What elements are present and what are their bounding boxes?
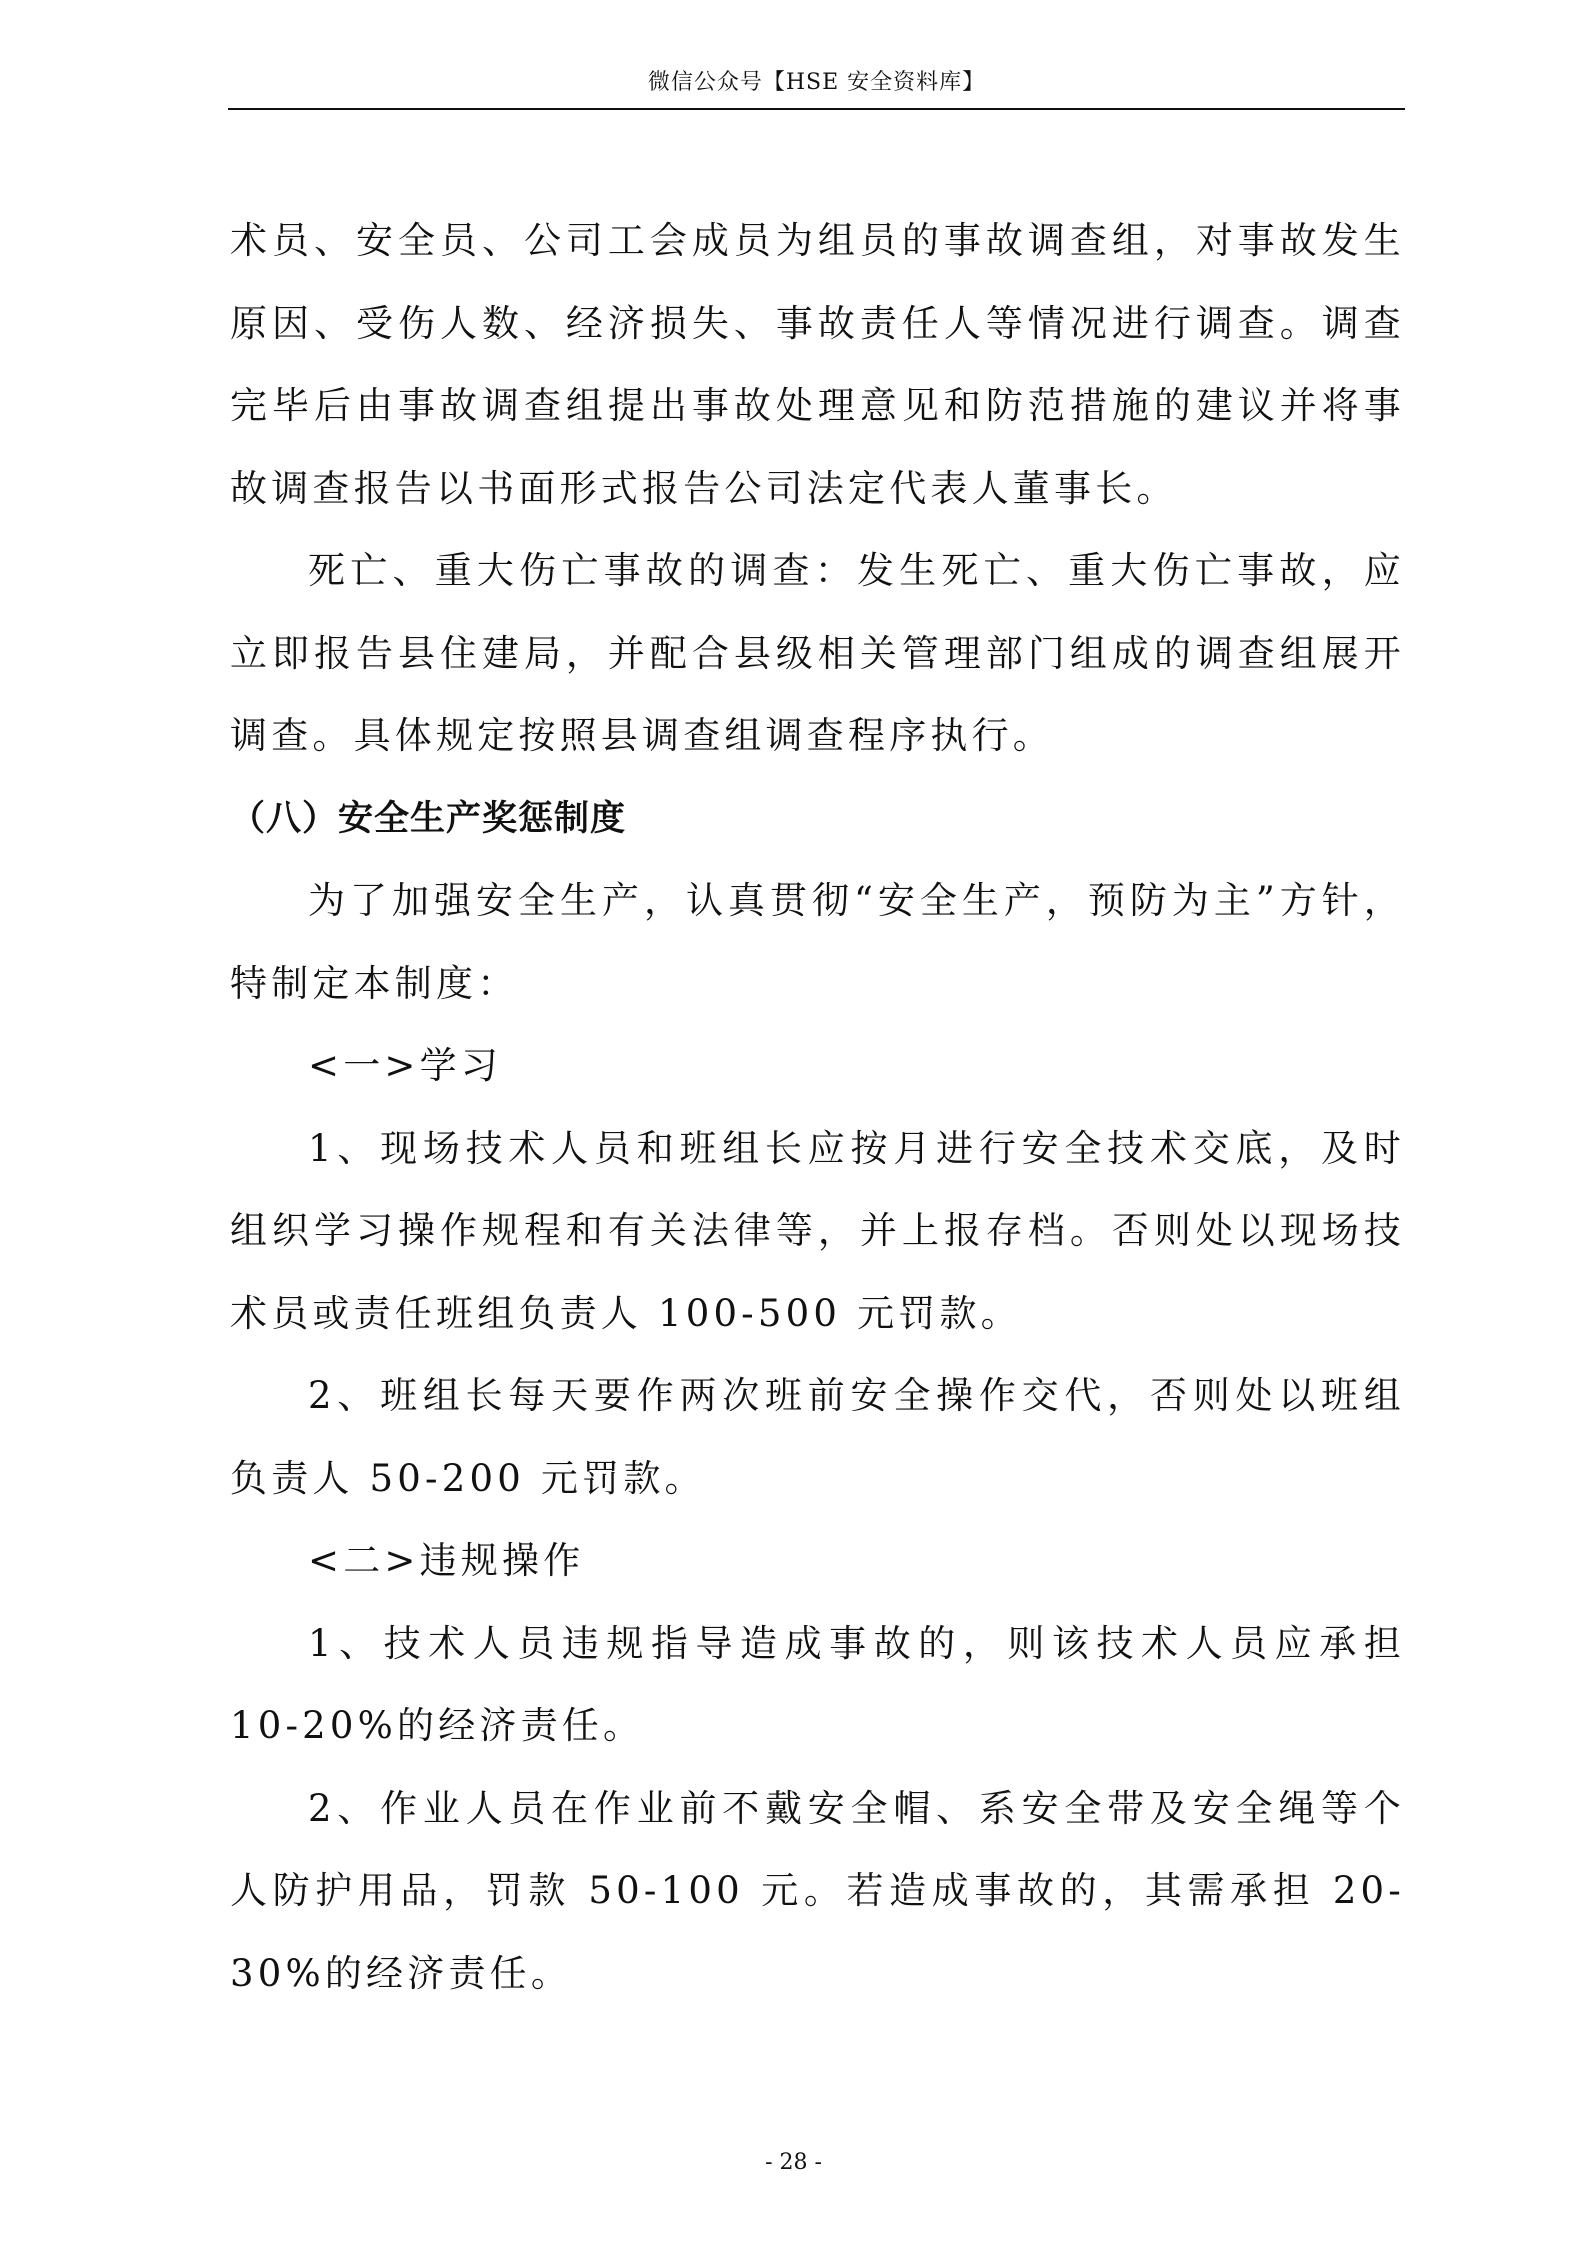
- paragraph-fatal-accident-investigation: 死亡、重大伤亡事故的调查：发生死亡、重大伤亡事故，应立即报告县住建局，并配合县级相关管理部门组成的调查组展开调查。具体规定按照县调查组调查程序执行。: [230, 549, 1405, 757]
- paragraph-violation-item-1: 1、技术人员违规指导造成事故的，则该技术人员应承担 10-20%的经济责任。: [230, 1621, 1405, 1747]
- subheading-violation: <二>违规操作: [308, 1539, 585, 1582]
- document-body: [230, 200, 1405, 2015]
- subheading-study: <一>学习: [308, 1044, 503, 1087]
- paragraph-violation-item-2: 2、作业人员在作业前不戴安全帽、系安全带及安全绳等个人防护用品，罚款 50-100 元。若造成事故的，其需承担 20-30%的经济责任。: [230, 1786, 1405, 1995]
- page-number: - 28 -: [765, 2150, 822, 2175]
- page-header: 微信公众号【HSE 安全资料库】: [647, 70, 986, 95]
- header-divider: [228, 108, 1405, 110]
- paragraph-policy-intro: 为了加强安全生产，认真贯彻“安全生产，预防为主”方针，特制定本制度：: [230, 879, 1405, 1005]
- paragraph-investigation-continued: 术员、安全员、公司工会成员为组员的事故调查组，对事故发生原因、受伤人数、经济损失、事故责任人等情况进行调查。调查完毕后由事故调查组提出事故处理意见和防范措施的建议并将事故调查报告以书面形式报告公司法定代表人董事长。: [230, 219, 1405, 510]
- paragraph-study-item-1: 1、现场技术人员和班组长应按月进行安全技术交底，及时组织学习操作规程和有关法律等，并上报存档。否则处以现场技术员或责任班组负责人 100-500 元罚款。: [230, 1126, 1405, 1335]
- paragraph-study-item-2: 2、班组长每天要作两次班前安全操作交代，否则处以班组负责人 50-200 元罚款。: [230, 1374, 1405, 1500]
- section-heading-reward-penalty: （八）安全生产奖惩制度: [230, 798, 627, 839]
